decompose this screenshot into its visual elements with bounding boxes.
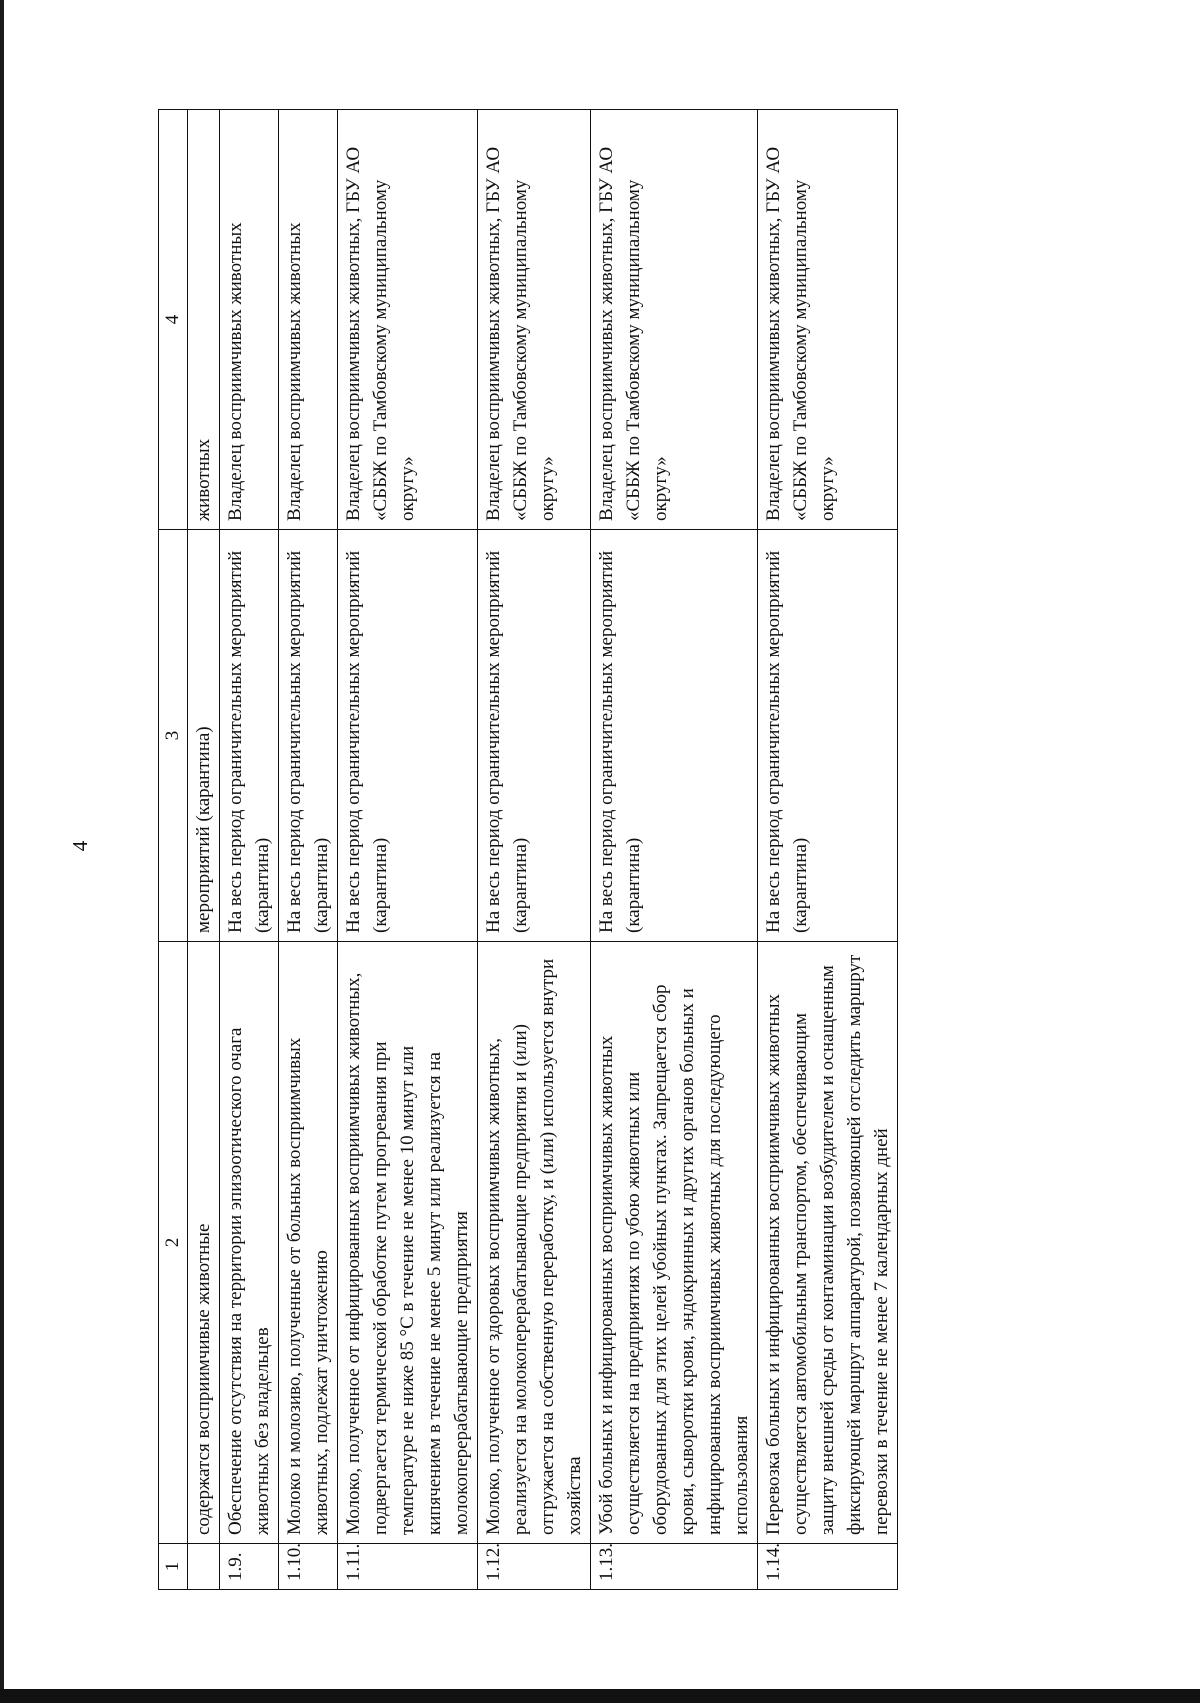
- row-number: 1.13.: [591, 1544, 758, 1590]
- row-number: [188, 1544, 220, 1590]
- table-header-row: [159, 110, 188, 1590]
- scan-edge: [0, 0, 4, 1703]
- table-row: [591, 110, 758, 1590]
- header-col-4: 4: [159, 110, 188, 530]
- row-responsible: Владелец восприимчивых животных, ГБУ АО «СББЖ по Тамбовскому муниципальному округу»: [758, 110, 898, 530]
- scan-bottom-edge: [0, 1689, 1200, 1703]
- row-responsible: Владелец восприимчивых животных, ГБУ АО «СББЖ по Тамбовскому муниципальному округу»: [478, 110, 591, 530]
- row-measure: Обеспечение отсутствия на территории эпизоотического очага животных без владельцев: [220, 942, 279, 1544]
- header-col-3: 3: [159, 530, 188, 942]
- row-measure: Молоко, полученное от здоровых восприимчивых животных, реализуется на молокоперерабатывающие предприятия и (или) отгружается на собственную переработку, и (или) используется внутри хозяйства: [478, 942, 591, 1544]
- header-col-2: 2: [159, 942, 188, 1544]
- row-period: На весь период ограничительных мероприятий (карантина): [478, 530, 591, 942]
- row-responsible: Владелец восприимчивых животных, ГБУ АО «СББЖ по Тамбовскому муниципальному округу»: [338, 110, 478, 530]
- row-period: мероприятий (карантина): [188, 530, 220, 942]
- table-row: [279, 110, 338, 1590]
- row-period: На весь период ограничительных мероприятий (карантина): [220, 530, 279, 942]
- row-number: 1.9.: [220, 1544, 279, 1590]
- row-period: На весь период ограничительных мероприятий (карантина): [279, 530, 338, 942]
- row-measure: Молоко, полученное от инфицированных восприимчивых животных, подвергается термической обработке путем прогревания при температуре не ниже 85 °С в течение не менее 10 минут или кипячением в течение не менее 5 минут или реализуется на молокоперерабатывающие предприятия: [338, 942, 478, 1544]
- rotated-table-container: [158, 110, 1158, 1590]
- table-row: [220, 110, 279, 1590]
- measures-table: [158, 109, 898, 1590]
- row-measure: Убой больных и инфицированных восприимчивых животных осуществляется на предприятиях по убою животных или оборудованных для этих целей убойных пунктах. Запрещается сбор крови, сыворотки крови, эндокринных и других органов больных и инфицированных восприимчивых животных для последующего использования: [591, 942, 758, 1544]
- row-period: На весь период ограничительных мероприятий (карантина): [338, 530, 478, 942]
- row-number: 1.11.: [338, 1544, 478, 1590]
- row-responsible: животных: [188, 110, 220, 530]
- row-period: На весь период ограничительных мероприятий (карантина): [758, 530, 898, 942]
- row-measure: Молоко и молозиво, полученные от больных восприимчивых животных, подлежат уничтожению: [279, 942, 338, 1544]
- row-responsible: Владелец восприимчивых животных: [279, 110, 338, 530]
- row-period: На весь период ограничительных мероприятий (карантина): [591, 530, 758, 942]
- row-number: 1.12.: [478, 1544, 591, 1590]
- page-number: 4: [68, 840, 92, 852]
- row-responsible: Владелец восприимчивых животных, ГБУ АО «СББЖ по Тамбовскому муниципальному округу»: [591, 110, 758, 530]
- table-row: [478, 110, 591, 1590]
- row-measure: содержатся восприимчивые животные: [188, 942, 220, 1544]
- header-col-1: 1: [159, 1544, 188, 1590]
- table-row: [758, 110, 898, 1590]
- table-row: [188, 110, 220, 1590]
- table-row: [338, 110, 478, 1590]
- row-number: 1.14.: [758, 1544, 898, 1590]
- row-responsible: Владелец восприимчивых животных: [220, 110, 279, 530]
- row-number: 1.10.: [279, 1544, 338, 1590]
- row-measure: Перевозка больных и инфицированных восприимчивых животных осуществляется автомобильным транспортом, обеспечивающим защиту внешней среды от контаминации возбудителем и оснащенным фиксирующей маршрут аппаратурой, позволяющей отследить маршрут перевозки в течение не менее 7 календарных дней: [758, 942, 898, 1544]
